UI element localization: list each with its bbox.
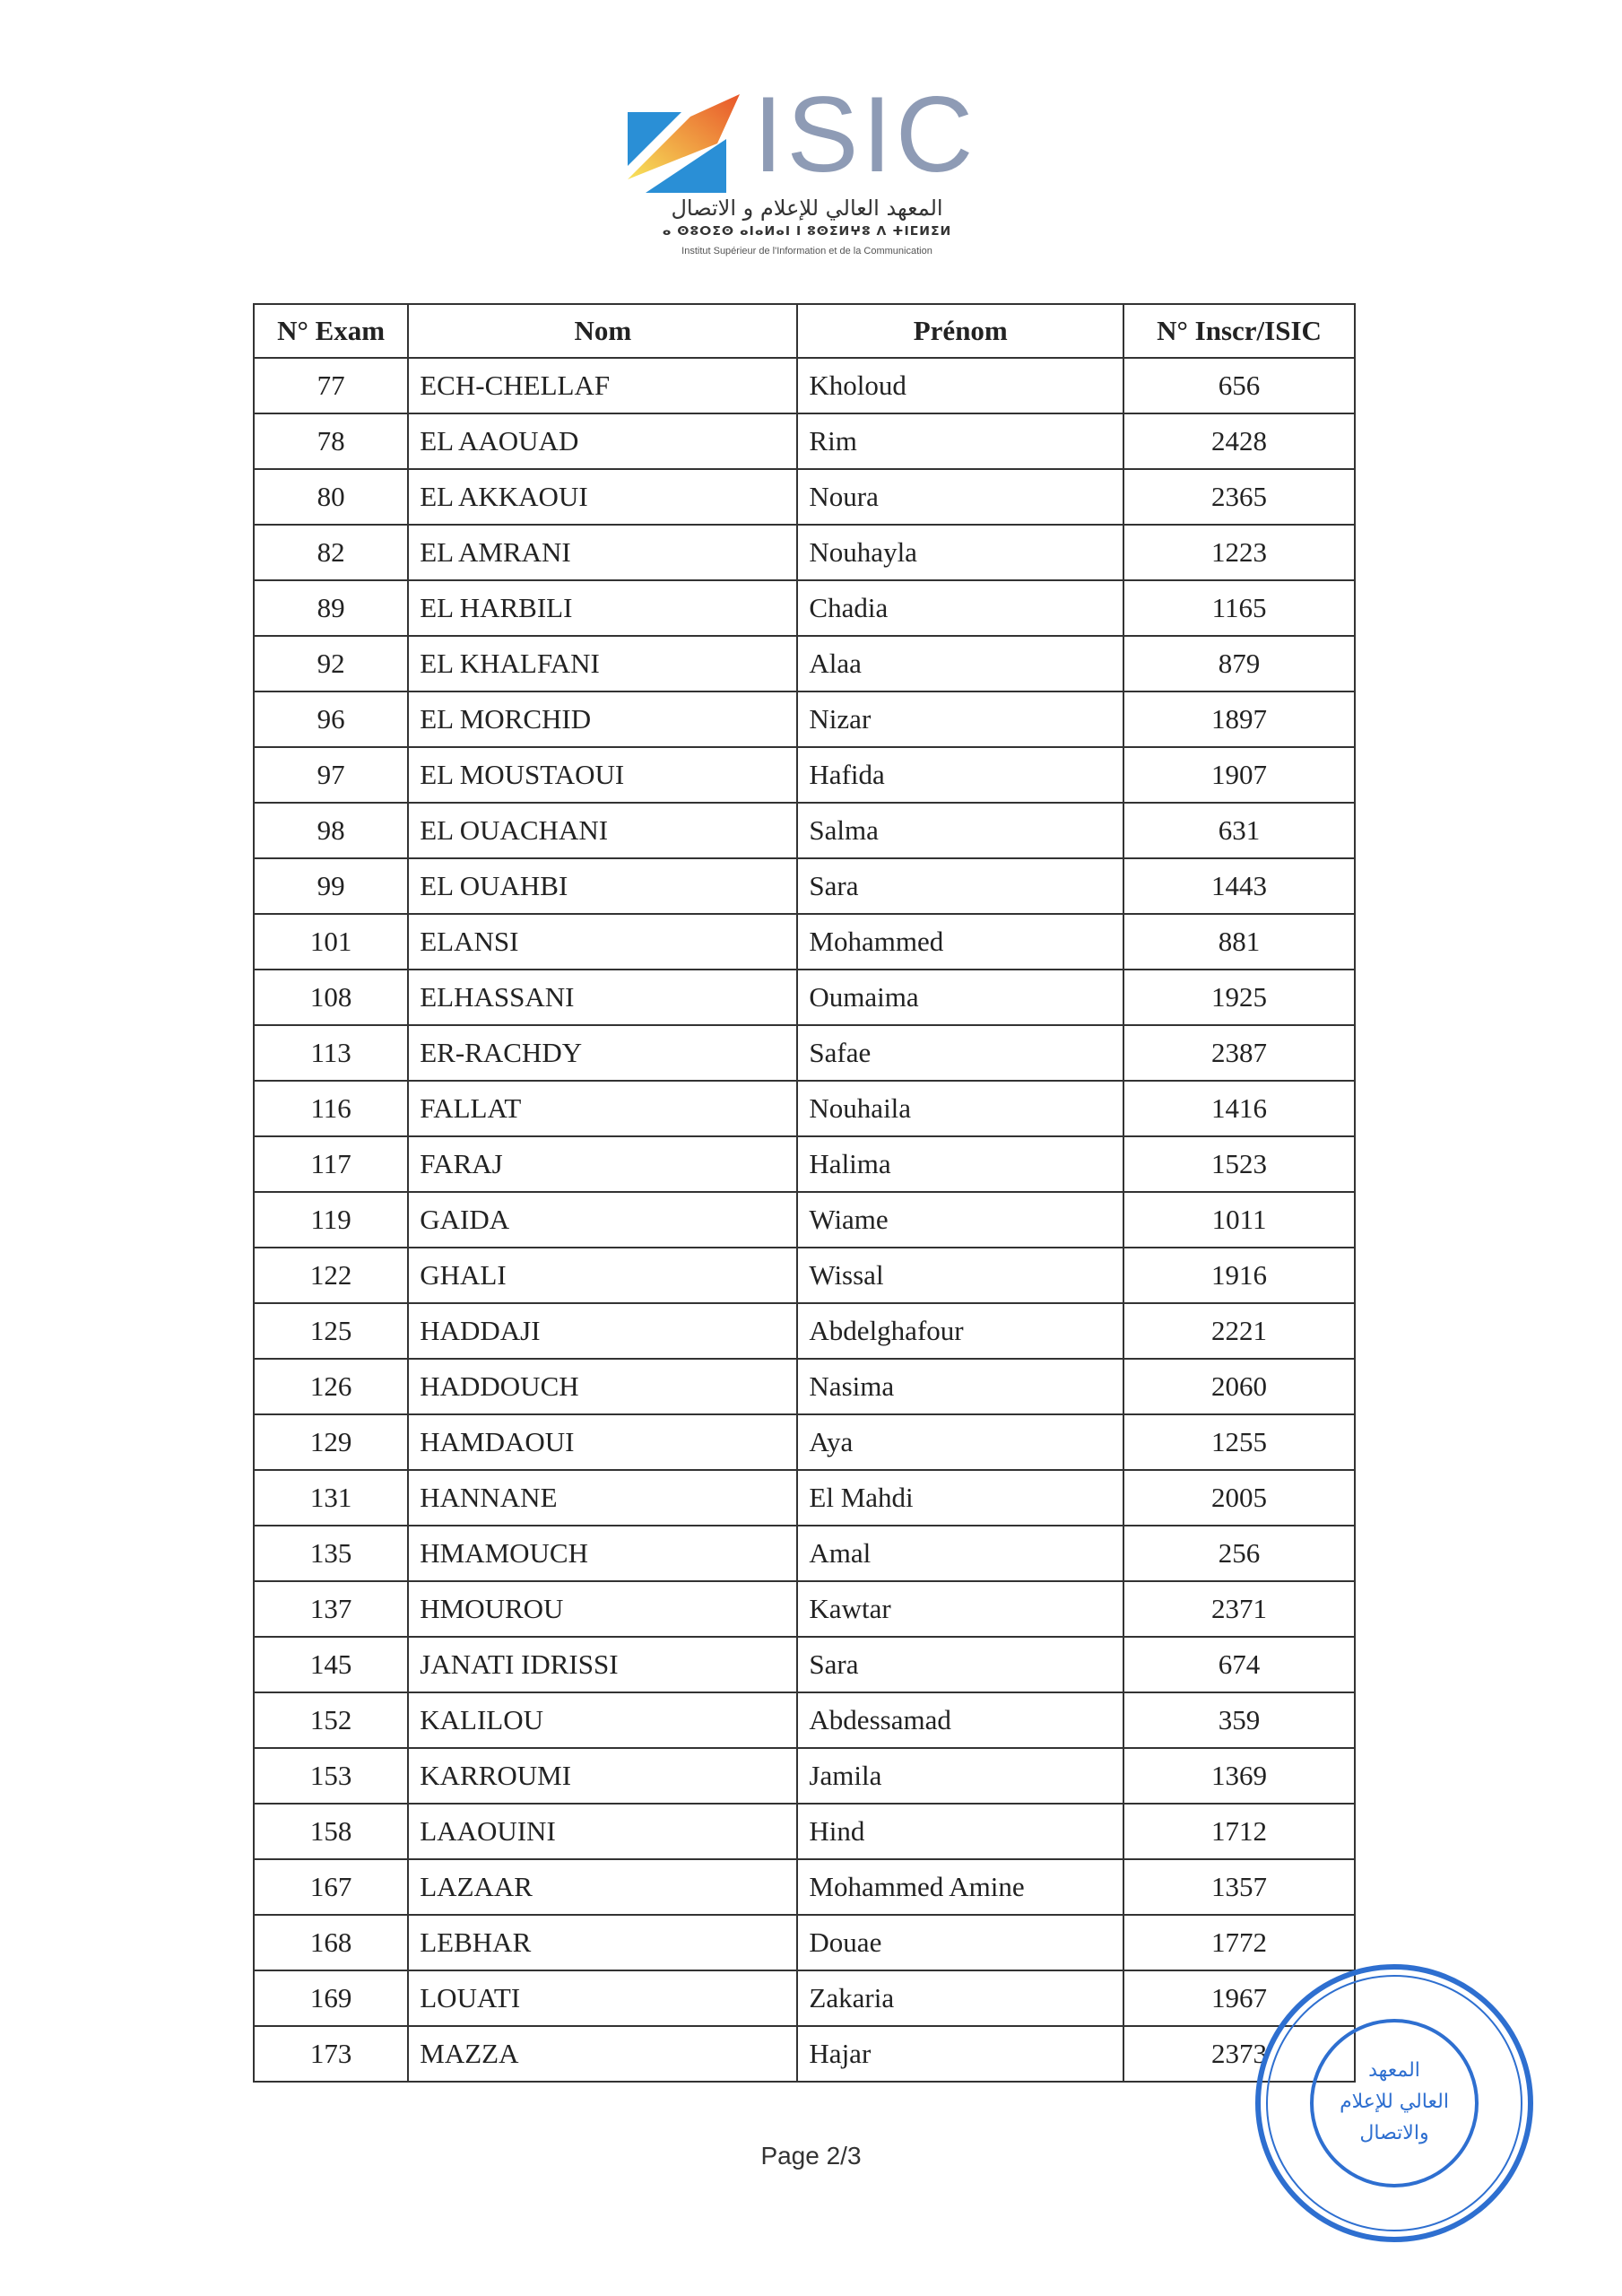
isic-logo-mark-icon bbox=[628, 94, 744, 193]
registration-number-cell: 2005 bbox=[1123, 1470, 1355, 1526]
last-name-cell: EL MOUSTAOUI bbox=[408, 747, 797, 803]
first-name-cell: Salma bbox=[797, 803, 1123, 858]
first-name-cell: Halima bbox=[797, 1136, 1123, 1192]
table-row bbox=[254, 1414, 1355, 1470]
last-name-cell: LEBHAR bbox=[408, 1915, 797, 1970]
last-name-cell: HADDAJI bbox=[408, 1303, 797, 1359]
registration-number-cell: 2371 bbox=[1123, 1581, 1355, 1637]
table-row bbox=[254, 1470, 1355, 1526]
first-name-cell: Abdessamad bbox=[797, 1692, 1123, 1748]
registration-number-cell: 1967 bbox=[1123, 1970, 1355, 2026]
registration-number-cell: 2387 bbox=[1123, 1025, 1355, 1081]
table-row bbox=[254, 970, 1355, 1025]
table-row bbox=[254, 1025, 1355, 1081]
registration-number-cell: 2365 bbox=[1123, 469, 1355, 525]
page-number: Page 2/3 bbox=[760, 2142, 862, 2170]
last-name-cell: HMAMOUCH bbox=[408, 1526, 797, 1581]
exam-number-cell: 167 bbox=[254, 1859, 408, 1915]
exam-number-cell: 122 bbox=[254, 1248, 408, 1303]
table-row bbox=[254, 803, 1355, 858]
registration-number-cell: 2221 bbox=[1123, 1303, 1355, 1359]
exam-number-cell: 137 bbox=[254, 1581, 408, 1637]
exam-number-cell: 82 bbox=[254, 525, 408, 580]
last-name-cell: EL MORCHID bbox=[408, 691, 797, 747]
exam-number-cell: 168 bbox=[254, 1915, 408, 1970]
last-name-cell: EL AKKAOUI bbox=[408, 469, 797, 525]
first-name-cell: Chadia bbox=[797, 580, 1123, 636]
exam-number-cell: 92 bbox=[254, 636, 408, 691]
registration-number-cell: 2060 bbox=[1123, 1359, 1355, 1414]
exam-number-cell: 126 bbox=[254, 1359, 408, 1414]
svg-text:والاتصال: والاتصال bbox=[1359, 2122, 1429, 2144]
exam-number-cell: 97 bbox=[254, 747, 408, 803]
last-name-cell: HADDOUCH bbox=[408, 1359, 797, 1414]
last-name-cell: JANATI IDRISSI bbox=[408, 1637, 797, 1692]
last-name-cell: ECH-CHELLAF bbox=[408, 358, 797, 413]
registration-number-cell: 1523 bbox=[1123, 1136, 1355, 1192]
first-name-cell: Douae bbox=[797, 1915, 1123, 1970]
first-name-cell: Rim bbox=[797, 413, 1123, 469]
exam-number-cell: 153 bbox=[254, 1748, 408, 1804]
registration-number-cell: 1165 bbox=[1123, 580, 1355, 636]
last-name-cell: EL OUAHBI bbox=[408, 858, 797, 914]
students-table bbox=[253, 303, 1356, 2083]
first-name-cell: Hajar bbox=[797, 2026, 1123, 2082]
table-row bbox=[254, 1248, 1355, 1303]
last-name-cell: HAMDAOUI bbox=[408, 1414, 797, 1470]
logo-text: ISIC bbox=[753, 74, 977, 195]
exam-number-cell: 131 bbox=[254, 1470, 408, 1526]
col-registration-number: N° Inscr/ISIC bbox=[1123, 304, 1355, 358]
registration-number-cell: 359 bbox=[1123, 1692, 1355, 1748]
first-name-cell: Kawtar bbox=[797, 1581, 1123, 1637]
table-row bbox=[254, 1359, 1355, 1414]
registration-number-cell: 1907 bbox=[1123, 747, 1355, 803]
exam-number-cell: 152 bbox=[254, 1692, 408, 1748]
first-name-cell: Amal bbox=[797, 1526, 1123, 1581]
table-row bbox=[254, 1081, 1355, 1136]
table-row bbox=[254, 1859, 1355, 1915]
table-row bbox=[254, 1526, 1355, 1581]
exam-number-cell: 119 bbox=[254, 1192, 408, 1248]
first-name-cell: Oumaima bbox=[797, 970, 1123, 1025]
last-name-cell: LOUATI bbox=[408, 1970, 797, 2026]
exam-number-cell: 99 bbox=[254, 858, 408, 914]
col-exam-number: N° Exam bbox=[254, 304, 408, 358]
table-row bbox=[254, 2026, 1355, 2082]
registration-number-cell: 256 bbox=[1123, 1526, 1355, 1581]
registration-number-cell: 1223 bbox=[1123, 525, 1355, 580]
registration-number-cell: 1897 bbox=[1123, 691, 1355, 747]
first-name-cell: Kholoud bbox=[797, 358, 1123, 413]
registration-number-cell: 881 bbox=[1123, 914, 1355, 970]
first-name-cell: Safae bbox=[797, 1025, 1123, 1081]
table-row bbox=[254, 1136, 1355, 1192]
table-row bbox=[254, 1692, 1355, 1748]
registration-number-cell: 656 bbox=[1123, 358, 1355, 413]
exam-number-cell: 158 bbox=[254, 1804, 408, 1859]
exam-number-cell: 173 bbox=[254, 2026, 408, 2082]
first-name-cell: Noura bbox=[797, 469, 1123, 525]
exam-number-cell: 117 bbox=[254, 1136, 408, 1192]
first-name-cell: Alaa bbox=[797, 636, 1123, 691]
svg-text:المعهد: المعهد bbox=[1368, 2059, 1420, 2082]
first-name-cell: Sara bbox=[797, 1637, 1123, 1692]
exam-number-cell: 98 bbox=[254, 803, 408, 858]
last-name-cell: MAZZA bbox=[408, 2026, 797, 2082]
first-name-cell: Hafida bbox=[797, 747, 1123, 803]
registration-number-cell: 1712 bbox=[1123, 1804, 1355, 1859]
registration-number-cell: 1916 bbox=[1123, 1248, 1355, 1303]
last-name-cell: ER-RACHDY bbox=[408, 1025, 797, 1081]
exam-number-cell: 135 bbox=[254, 1526, 408, 1581]
exam-number-cell: 96 bbox=[254, 691, 408, 747]
table-row bbox=[254, 858, 1355, 914]
table-row bbox=[254, 1303, 1355, 1359]
exam-number-cell: 113 bbox=[254, 1025, 408, 1081]
last-name-cell: LAAOUINI bbox=[408, 1804, 797, 1859]
exam-number-cell: 78 bbox=[254, 413, 408, 469]
last-name-cell: HMOUROU bbox=[408, 1581, 797, 1637]
last-name-cell: ELANSI bbox=[408, 914, 797, 970]
last-name-cell: GAIDA bbox=[408, 1192, 797, 1248]
last-name-cell: ELHASSANI bbox=[408, 970, 797, 1025]
exam-number-cell: 77 bbox=[254, 358, 408, 413]
exam-number-cell: 125 bbox=[254, 1303, 408, 1359]
exam-number-cell: 116 bbox=[254, 1081, 408, 1136]
first-name-cell: Nasima bbox=[797, 1359, 1123, 1414]
first-name-cell: El Mahdi bbox=[797, 1470, 1123, 1526]
last-name-cell: KALILOU bbox=[408, 1692, 797, 1748]
table-body bbox=[254, 358, 1355, 2082]
table-row bbox=[254, 1915, 1355, 1970]
table-row bbox=[254, 747, 1355, 803]
table-row bbox=[254, 525, 1355, 580]
table-row bbox=[254, 580, 1355, 636]
exam-number-cell: 108 bbox=[254, 970, 408, 1025]
last-name-cell: FARAJ bbox=[408, 1136, 797, 1192]
exam-number-cell: 80 bbox=[254, 469, 408, 525]
table-row bbox=[254, 413, 1355, 469]
col-last-name: Nom bbox=[408, 304, 797, 358]
registration-number-cell: 1369 bbox=[1123, 1748, 1355, 1804]
table-row bbox=[254, 1637, 1355, 1692]
registration-number-cell: 1011 bbox=[1123, 1192, 1355, 1248]
last-name-cell: FALLAT bbox=[408, 1081, 797, 1136]
first-name-cell: Sara bbox=[797, 858, 1123, 914]
table-row bbox=[254, 636, 1355, 691]
official-stamp-icon bbox=[1251, 1960, 1538, 2247]
registration-number-cell: 2373 bbox=[1123, 2026, 1355, 2082]
last-name-cell: EL HARBILI bbox=[408, 580, 797, 636]
registration-number-cell: 674 bbox=[1123, 1637, 1355, 1692]
first-name-cell: Zakaria bbox=[797, 1970, 1123, 2026]
table-row bbox=[254, 1581, 1355, 1637]
exam-number-cell: 89 bbox=[254, 580, 408, 636]
table-row bbox=[254, 914, 1355, 970]
table-row bbox=[254, 358, 1355, 413]
svg-text:العالي للإعلام: العالي للإعلام bbox=[1340, 2091, 1449, 2113]
last-name-cell: LAZAAR bbox=[408, 1859, 797, 1915]
table-row bbox=[254, 469, 1355, 525]
first-name-cell: Abdelghafour bbox=[797, 1303, 1123, 1359]
last-name-cell: EL AAOUAD bbox=[408, 413, 797, 469]
last-name-cell: GHALI bbox=[408, 1248, 797, 1303]
table-row bbox=[254, 1804, 1355, 1859]
registration-number-cell: 1772 bbox=[1123, 1915, 1355, 1970]
first-name-cell: Hind bbox=[797, 1804, 1123, 1859]
table-row bbox=[254, 1970, 1355, 2026]
first-name-cell: Wissal bbox=[797, 1248, 1123, 1303]
registration-number-cell: 1255 bbox=[1123, 1414, 1355, 1470]
exam-number-cell: 129 bbox=[254, 1414, 408, 1470]
last-name-cell: EL AMRANI bbox=[408, 525, 797, 580]
institute-name-tifinagh: ⴰ ⵙⵓⵔⵉⵙ ⴰⵏⴰⵍⴰⵏ ⵏ ⵓⵙⵉⵍⵖⵓ ⴷ ⵜⵏⵎⵍⵉⵍ bbox=[662, 224, 952, 239]
registration-number-cell: 1357 bbox=[1123, 1859, 1355, 1915]
last-name-cell: KARROUMI bbox=[408, 1748, 797, 1804]
col-first-name: Prénom bbox=[797, 304, 1123, 358]
registration-number-cell: 631 bbox=[1123, 803, 1355, 858]
registration-number-cell: 1925 bbox=[1123, 970, 1355, 1025]
table-row bbox=[254, 1748, 1355, 1804]
first-name-cell: Aya bbox=[797, 1414, 1123, 1470]
exam-number-cell: 145 bbox=[254, 1637, 408, 1692]
first-name-cell: Nouhaila bbox=[797, 1081, 1123, 1136]
last-name-cell: EL OUACHANI bbox=[408, 803, 797, 858]
institute-name-arabic: المعهد العالي للإعلام و الاتصال bbox=[671, 196, 943, 221]
first-name-cell: Wiame bbox=[797, 1192, 1123, 1248]
registration-number-cell: 2428 bbox=[1123, 413, 1355, 469]
exam-number-cell: 101 bbox=[254, 914, 408, 970]
last-name-cell: HANNANE bbox=[408, 1470, 797, 1526]
registration-number-cell: 1416 bbox=[1123, 1081, 1355, 1136]
first-name-cell: Mohammed bbox=[797, 914, 1123, 970]
exam-number-cell: 169 bbox=[254, 1970, 408, 2026]
last-name-cell: EL KHALFANI bbox=[408, 636, 797, 691]
first-name-cell: Jamila bbox=[797, 1748, 1123, 1804]
registration-number-cell: 879 bbox=[1123, 636, 1355, 691]
isic-logo bbox=[628, 63, 986, 269]
institute-name-french: Institut Supérieur de l'Information et de la Communication bbox=[681, 246, 932, 257]
first-name-cell: Nouhayla bbox=[797, 525, 1123, 580]
first-name-cell: Nizar bbox=[797, 691, 1123, 747]
table-row bbox=[254, 691, 1355, 747]
table-header-row bbox=[254, 304, 1355, 358]
first-name-cell: Mohammed Amine bbox=[797, 1859, 1123, 1915]
registration-number-cell: 1443 bbox=[1123, 858, 1355, 914]
table-row bbox=[254, 1192, 1355, 1248]
